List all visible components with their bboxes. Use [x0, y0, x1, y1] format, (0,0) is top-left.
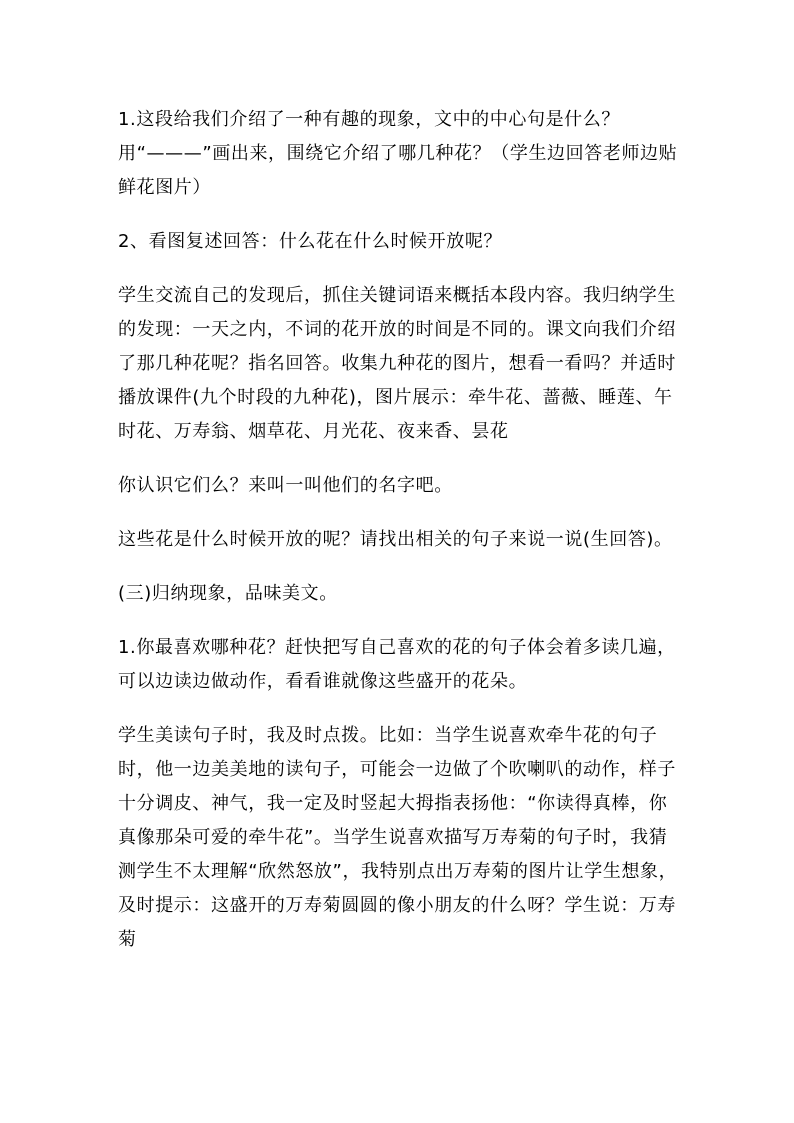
paragraph-reading-guidance: 学生美读句子时，我及时点拨。比如：当学生说喜欢牵牛花的句子时，他一边美美地的读句子，可能会一边做了个吹喇叭的动作，样子十分调皮、神气，我一定及时竖起大拇指表扬他：“你读得真棒，你真像那朵可爱的牵牛花”。当学生说喜欢描写万寿菊的句子时，我猜测学生不太理解“欣然怒放”，我特别点出万寿菊的图片让学生想象，及时提示：这盛开的万寿菊圆圆的像小朋友的什么呀？学生说：万寿菊 [118, 725, 678, 950]
paragraph-favorite-flower: 1.你最喜欢哪种花？赶快把写自己喜欢的花的句子体会着多读几遍，可以边读边做动作，看看谁就像这些盛开的花朵。 [118, 637, 676, 692]
paragraph-name-flowers: 你认识它们么？来叫一叫他们的名字吧。 [118, 475, 453, 496]
paragraph-bloom-time: 这些花是什么时候开放的呢？请找出相关的句子来说一说(生回答)。 [118, 529, 673, 550]
paragraph-question-1: 1.这段给我们介绍了一种有趣的现象，文中的中心句是什么？用“———”画出来，围绕它介绍了哪几种花？（学生边回答老师边贴鲜花图片） [118, 109, 678, 198]
paragraph-question-2: 2、看图复述回答：什么花在什么时候开放呢？ [118, 231, 503, 252]
paragraph-discussion: 学生交流自己的发现后，抓住关键词语来概括本段内容。我归纳学生的发现：一天之内，不词的花开放的时间是不同的。课文向我们介绍了那几种花呢？指名回答。收集九种花的图片，想看一看吗？并适时播放课件(九个时段的九种花)，图片展示：牵牛花、蔷薇、睡莲、午时花、万寿翁、烟草花、月光花、夜来香、昙花 [118, 285, 676, 442]
section-heading-3: (三)归纳现象，品味美文。 [118, 583, 338, 604]
